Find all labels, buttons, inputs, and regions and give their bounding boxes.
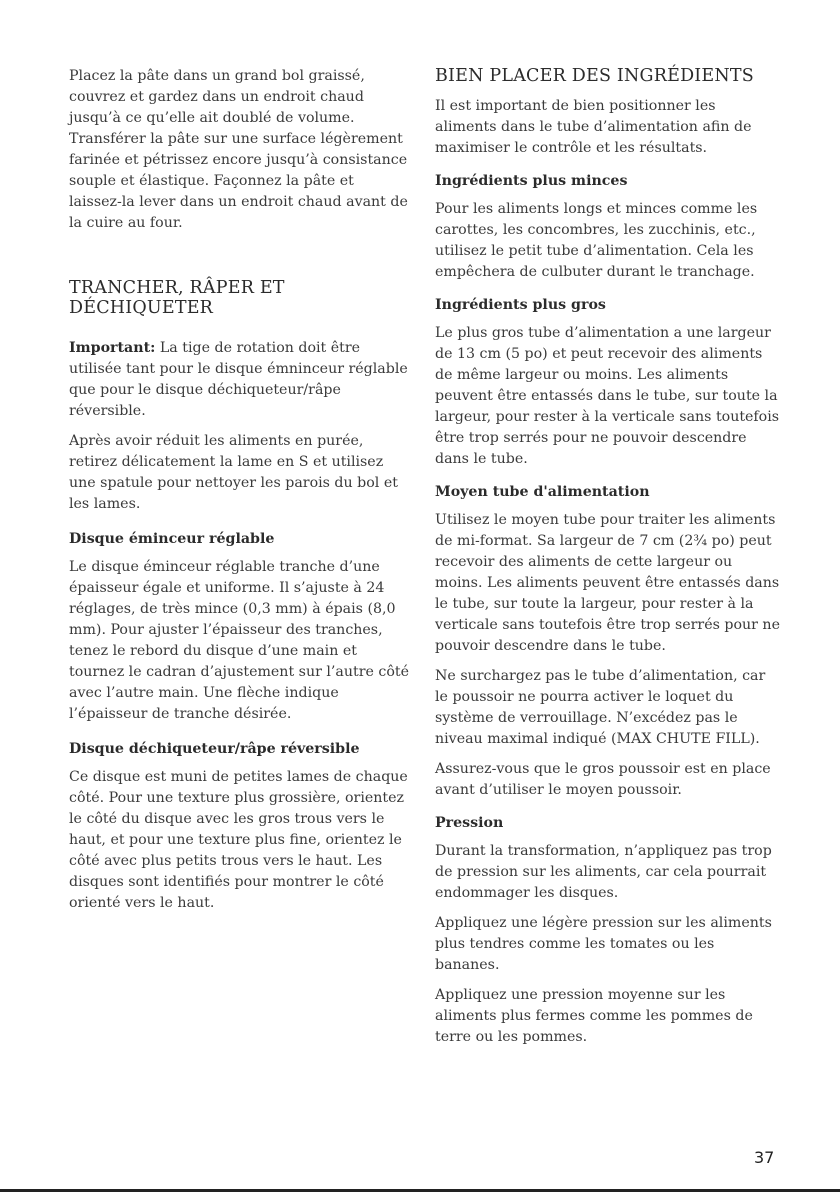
medium-tube-heading: Moyen tube d'alimentation [435, 484, 650, 500]
section-title-slicing: TRANCHER, RÂPER ET DÉCHIQUETER [69, 278, 285, 318]
pressure-paragraph-2: Appliquez une légère pression sur les aliments plus tendres comme les tomates ou les bananes. [435, 915, 772, 973]
puree-paragraph: Après avoir réduit les aliments en purée, retirez délicatement la lame en S et utilisez une spatule pour nettoyer les parois du bol et les lames. [69, 433, 398, 512]
pusher-paragraph: Assurez-vous que le gros poussoir est en place avant d’utiliser le moyen poussoir. [435, 761, 771, 798]
right-column [435, 66, 780, 1057]
important-note [69, 338, 411, 422]
pressure-paragraph-3: Appliquez une pression moyenne sur les aliments plus fermes comme les pommes de terre ou les pommes. [435, 987, 753, 1045]
important-label: Important: [69, 340, 156, 356]
slicer-disc-heading: Disque éminceur réglable [69, 531, 275, 547]
shredder-disc-paragraph: Ce disque est muni de petites lames de chaque côté. Pour une texture plus grossière, orientez le côté du disque avec les gros trous vers le haut, et pour une texture plus fine, orientez le côté avec plus petits trous vers le haut. Les disques sont identifiés pour montrer le côté orienté vers le haut. [69, 769, 408, 911]
large-ingredients-heading: Ingrédients plus gros [435, 297, 606, 313]
large-ingredients-paragraph: Le plus gros tube d’alimentation a une largeur de 13 cm (5 po) et peut recevoir des aliments de même largeur ou moins. Les aliments peuvent être entassés dans le tube, sur toute la largeur, pour rester à la verticale sans toutefois être trop serrés pour ne pouvoir descendre dans le tube. [435, 325, 780, 467]
pressure-paragraph-1: Durant la transformation, n’appliquez pas trop de pression sur les aliments, car cela pourrait endommager les disques. [435, 843, 772, 901]
overload-warning-paragraph: Ne surchargez pas le tube d’alimentation, car le poussoir ne pourra activer le loquet du système de verrouillage. N’excédez pas le niveau maximal indiqué (MAX CHUTE FILL). [435, 668, 766, 747]
bread-dough-paragraph: Placez la pâte dans un grand bol graissé, couvrez et gardez dans un endroit chaud jusqu’à ce qu’elle ait doublé de volume. Transférer la pâte sur une surface légèrement farinée et pétrissez encore jusqu’à consistance souple et élastique. Façonnez la pâte et laissez-la lever dans un endroit chaud avant de la cuire au four. [69, 68, 408, 231]
thin-ingredients-heading: Ingrédients plus minces [435, 173, 628, 189]
pressure-heading: Pression [435, 815, 504, 831]
slicer-disc-paragraph: Le disque éminceur réglable tranche d’une épaisseur égale et uniforme. Il s’ajuste à 24 réglages, de très mince (0,3 mm) à épais (8,0 mm). Pour ajuster l’épaisseur des tranches, tenez le rebord du disque d’une main et tournez le cadran d’ajustement sur l’autre côté avec l’autre main. Une flèche indique l’épaisseur de tranche désirée. [69, 559, 409, 722]
shredder-disc-heading: Disque déchiqueteur/râpe réversible [69, 741, 360, 757]
important-text: La tige de rotation doit être utilisée tant pour le disque émninceur réglable que pour le disque déchiqueteur/râpe réversible. [69, 340, 408, 419]
page-number: 37 [754, 1148, 775, 1167]
thin-ingredients-paragraph: Pour les aliments longs et minces comme les carottes, les concombres, les zucchinis, etc., utilisez le petit tube d’alimentation. Cela les empêchera de culbuter durant le tranchage. [435, 201, 758, 280]
left-column [69, 66, 411, 923]
medium-tube-paragraph: Utilisez le moyen tube pour traiter les aliments de mi-format. Sa largeur de 7 cm (2¾ po) peut recevoir des aliments de cette largeur ou moins. Les aliments peuvent être entassés dans le tube, sur toute la largeur, pour rester à la verticale sans toutefois être trop serrés pour ne pouvoir descendre dans le tube. [435, 512, 780, 654]
section-title-ingredients: BIEN PLACER DES INGRÉDIENTS [435, 66, 754, 86]
ingredients-intro-paragraph: Il est important de bien positionner les aliments dans le tube d’alimentation afin de maximiser le contrôle et les résultats. [435, 98, 752, 156]
